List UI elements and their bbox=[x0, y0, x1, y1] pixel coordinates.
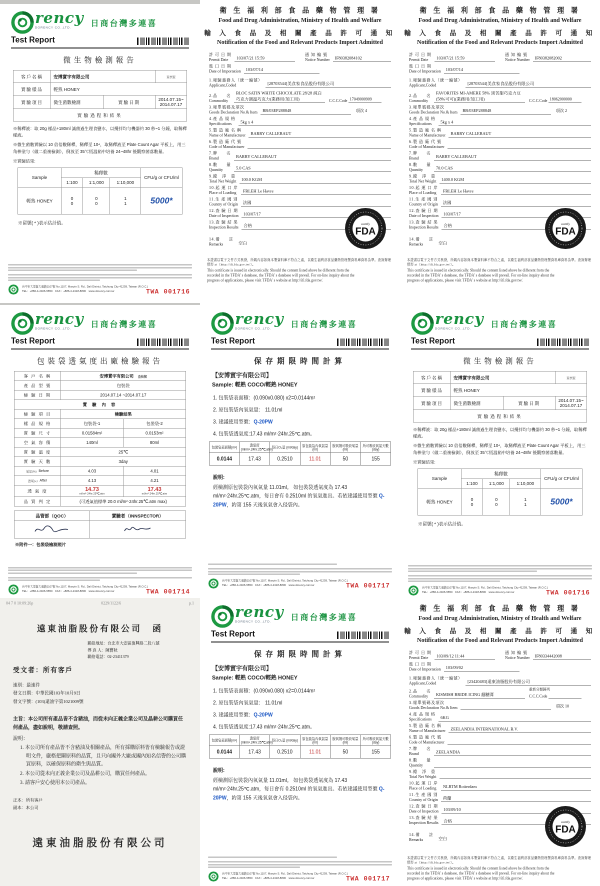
table-row: 實驗過程和結果 bbox=[413, 410, 587, 423]
report-header-row bbox=[411, 337, 589, 350]
brand-subtitle: DORENCY CO.,LTD. bbox=[235, 327, 272, 331]
test-report-label: Test Report bbox=[211, 630, 255, 639]
fda-notification-page: 衛 生 福 利 部 食 品 藥 物 管 理 署 Food and Drug Administration, Ministry of Health and Welfare 輸 入 食 品 及 相 關 產 品 許 可 通 知 Notification of the Food and Relevant Products Import Admitted 許 可 日 期 Permit Date 103/07/21 15:59 通 知 編 號 Notice Number IF80382084102 進 口 日 期 Date of Importation 103/07/14 1.報驗義務人（統一編號） Applicant,Coded [28703544]美食家食品股份有限公司 2.品 名 Commodity BLOC SATIN WHITE CHOCOLATE 28/28 純白巧克力調溫巧克力(業務用/加工用) C.C.C.Code 17049000909 3.報單號碼及項次 Goods Declaration No.& Item BB/03EP288848 項次 4 4.產 品 規 格 Specifications 5kg x 4 5.製 造 廠 名 稱 Name of Manufacturer BARRY CALLEBAUT 6.製 造 廠 代 號 Code of Manufacturer 7.牌 名 Brand BARRY CALLEBAUT 8.數 量 Quantity 5.0 CAS 9.總 淨 重 Total Net Weight 100.0 KGM 10.起 運 口 岸 Place of Loading FRLEH Le Havre 11.生 產 國 別 Country of Origin 法國 12.查 驗 日 期 Date of Inspection 103/07/17 13.查 驗 結 果 Inspection Results 合格 14.備 註 Remarks 空白 certify FDA 本證書以電子文件方式核發，所載內容如與本署資料庫不符合之處，以衛生福利部食品藥物管理署資料庫資料為準。查詢辦理情形 at（http://ifi.fda.gov.tw/）。 This certificate is issued in electronically. Should the content listed above be different from the recorded in the TFDA' s database, the TFDA' s database will prevail. For on-line inquiry about the progress of applications, please visit TFDA' s website at http://ifi.fda.gov.tw/. bbox=[200, 0, 400, 286]
dorency-header bbox=[0, 305, 200, 335]
cfu-result: 5000* bbox=[141, 188, 183, 215]
brand-wordmark bbox=[35, 11, 84, 30]
doc-company-letter bbox=[0, 598, 200, 886]
notice-number-value: IF80334442008 bbox=[533, 653, 591, 661]
table-row: 實驗過程和結果 bbox=[13, 109, 187, 122]
svg-text:FDA: FDA bbox=[555, 824, 576, 836]
brand-wordmark bbox=[435, 312, 484, 331]
table-row: 1:100 1:1,000 1:10,000 bbox=[18, 178, 183, 188]
svg-text:certify: certify bbox=[560, 820, 571, 824]
calc-item-3: 3. 建議使用型號：Q-20PW bbox=[213, 712, 273, 718]
field-brand: 7.牌 名 Brand ZEELANDIA bbox=[409, 746, 591, 756]
brand-script: rency bbox=[35, 310, 84, 328]
inspector-signature bbox=[122, 523, 154, 535]
table-row: 1:100 1:1,000 1:10,000 bbox=[418, 479, 583, 489]
footer-zh: 本證書以電子文件方式核發，所載內容如與本署資料庫不符合之處，以衛生福利部食品藥物管理署資料庫資料為準。查詢辦理情形 at（http://ifi.fda.gov.tw/）。 bbox=[207, 258, 392, 267]
field-commodity: 2.品 名 Commodity KISMISH BRIDE ICING 翻糖膏 重新分類歸列 C.C.C.Code bbox=[409, 687, 591, 699]
doc-title: 包裝袋透氣度出廠檢驗報告 bbox=[36, 357, 163, 366]
doc-fda-notification-2 bbox=[400, 0, 600, 305]
fda-footer: 本證書以電子文件方式核發，所載內容如與本署資料庫不符合之處，以衛生福利部食品藥物管理署資料庫資料為準。查詢辦理情形 at（http://ifi.fda.gov.tw/）。 This certificate is issued in electronically. Should the content listed above be different from the recorded in the TFDA' s database, the TFDA' s database will prevail. For on-line inquiry about the progress of applications, please visit TFDA' s website at http://ifi.fda.gov.tw/. bbox=[407, 856, 592, 881]
doc-title: 保存期限時間計算 bbox=[253, 650, 346, 659]
shelf-life-page: rency DORENCY CO.,LTD. 日商台灣多連喜 Test Report 保存期限時間計算 【安博實宇有限公司】 Sample: 輕熟 COCO/輕熟 HONEY 1. 包裝袋表面積：(0.090x0.080) x2=0.0144m² 2. 原包裝袋內氧氣量： 11.01ml 3. 建議使用型號：Q-20PW 4. 包裝袋透氣度:17.43 ml/m²·24hr.25℃.atm。 包裝袋表面積(m²) 透氣度 (ml/m².24hr.25℃.atm) 每日O₂量 (ml/day) 原包裝袋內氧氣量(ml) 脫氧劑可吸收氧量(ml) 所可吸收氧氣天數 (day) 0.0144 17.43 0.2510 11.01 50 155 說明: 經檢測原包裝袋內氧氣量 11.01ml。 如包裝袋透氣度為 17.43 ml/m²·24hr.25℃.atm，每日會有 0.2510ml 的氧氣進出。若依建議使用型號 Q-20PW，約第 155 天後氧氣會入侵袋內。 台中市大里區大連路1107號 No.1107, Manyin S. Rd., Dali District, Taichung City 41259, Taiwan (R.O.C.) TEL：+886-4-2406-5850 FAX：+886-4-2418-8806 www.dorency.com.tw TWA 001717 bbox=[200, 305, 400, 592]
micro-report-page bbox=[400, 305, 600, 598]
field-manufacturer-code: 6.製 造 廠 代 號 Code of Manufacturer bbox=[409, 735, 591, 745]
table-row: 客戶名稱 安博實宇有限公司 查核號 bbox=[413, 371, 587, 384]
field-goods-declaration: 3.報單號碼及項次 Goods Declaration No.& Item BB/03EP288848 項次 2 bbox=[409, 105, 567, 115]
svg-text:FDA: FDA bbox=[355, 226, 376, 238]
field-goods-declaration: 3.報單號碼及項次 Goods Declaration No.& Item 項次 10 bbox=[409, 700, 569, 710]
doc-title: 微生物檢測報告 bbox=[63, 56, 137, 65]
field-applicant: 1.報驗義務人（統一編號） Applicant,Coded [23420483]遠東油脂股份有限公司 bbox=[409, 676, 591, 686]
client-company: 【安博實宇有限公司】 bbox=[212, 372, 273, 379]
company-name-stamp: 遠東油脂股份有限公司 bbox=[32, 836, 168, 849]
field-specifications: 4.產 品 規 格 Specifications 5kg x 4 bbox=[209, 116, 391, 126]
letter-explanation: 說明： 1. 本公司所有產品皆不含豬油及相關產品，所有採購原料皆有檢驗報告或證明文件，嚴格把關原料的品質，且只向國外大廠或國內知名信譽的公司購買原料，以確保原料的衛生與品質。 2. 本公司從未向正義企業公司及晶耕公司，購買任何產品。 3. 請客戶安心使用本公司產品。 bbox=[13, 735, 186, 786]
doc-title: 微生物檢測報告 bbox=[463, 357, 537, 366]
micro-report-page bbox=[0, 4, 200, 298]
dorency-header bbox=[200, 598, 400, 628]
test-report-label: Test Report bbox=[11, 36, 55, 45]
agency-name-zh: 衛 生 福 利 部 食 品 藥 物 管 理 署 bbox=[419, 7, 581, 15]
agency-name-en: Food and Drug Administration, Ministry of Health and Welfare bbox=[218, 16, 382, 24]
disclaimer-text-lines bbox=[408, 565, 592, 582]
dorency-header bbox=[0, 4, 200, 34]
company-address: 台中市大里區大連路1107號 No.1107, Manyin S. Rd., Dali District, Taichung City 41259, Taiwan (R.O.C.) TEL：+886-4-2406-5850 FAX：+886-4-2418-8806 www.dorency.com.tw bbox=[422, 586, 549, 594]
calc-item-4: 4. 包裝袋透氣度:17.43 ml/m²·24hr.25℃.atm。 bbox=[213, 431, 316, 437]
dorency-logo-icon bbox=[211, 312, 234, 335]
notification-title-zh: 輸 入 食 品 及 相 關 產 品 許 可 通 知 bbox=[404, 627, 596, 635]
table-row: Sample 稀釋數 CFU/g or CFU/ml bbox=[418, 469, 583, 479]
barcode-icon bbox=[537, 339, 589, 347]
field-goods-declaration: 3.報單號碼及項次 Goods Declaration No.& Item BB/03EP288848 項次 4 bbox=[209, 105, 367, 115]
calc-item-3: 3. 建議使用型號：Q-20PW bbox=[213, 419, 273, 425]
letter-subject: 主旨：本公司所有產品皆不含豬油，而從未向正義企業公司及晶耕公司購買任何產品，盡如說明，敬請查照。 bbox=[13, 716, 183, 731]
dorency-mini-logo-icon bbox=[8, 584, 19, 595]
brand-subtitle: DORENCY CO.,LTD. bbox=[35, 327, 72, 331]
agency-name-en: Food and Drug Administration, Ministry of Health and Welfare bbox=[418, 16, 582, 24]
permit-date-value: 103/07/21 15:59 bbox=[435, 55, 496, 63]
permit-date-value: 103/09/12 11:44 bbox=[435, 653, 496, 661]
dorency-header bbox=[400, 305, 600, 335]
fda-notification-page: 衛 生 福 利 部 食 品 藥 物 管 理 署 Food and Drug Administration, Ministry of Health and Welfare 輸 入 食 品 及 相 關 產 品 許 可 通 知 Notification of the Food and Relevant Products Import Admitted 許 可 日 期 Permit Date 103/09/12 11:44 通 知 編 號 Notice Number IF80334442008 進 口 日 期 Date of Importation 103/09/02 1.報驗義務人（統一編號） Applicant,Coded [23420483]遠東油脂股份有限公司 2.品 名 Commodity KISMISH BRIDE ICING 翻糖膏 重新分類歸列 C.C.C.Code 3.報單號碼及項次 Goods Declaration No.& Item 項次 10 4.產 品 規 格 Specifications 6KG 5.製 造 廠 名 稱 Name of Manufacturer ZEELANDIA INTERNATIONAL B.V. 6.製 造 廠 代 號 Code of Manufacturer 7.牌 名 Brand ZEELANDIA 8.數 量 Quantity 9.總 淨 重 Total Net Weight 10.起 運 口 岸 Place of Loading NLRTM Rotterdam 11.生 產 國 別 Country of Origin 荷蘭 12.查 驗 日 期 Date of Inspection 103/09/10 13.查 驗 結 果 Inspection Results 合格 14.備 註 Remarks 空白 certify FDA 本證書以電子文件方式核發，所載內容如與本署資料庫不符合之處，以衛生福利部食品藥物管理署資料庫資料為準。查詢辦理情形 at（http://ifi.fda.gov.tw/）。 This certificate is issued in electronically. Should the content listed above be different from the recorded in the TFDA' s database, the TFDA' s database will prevail. For on-line inquiry about the progress of applications, please visit TFDA' s website at http://ifi.fda.gov.tw/. bbox=[400, 598, 600, 884]
field-specifications: 4.產 品 規 格 Specifications 5kg x 4 bbox=[409, 116, 591, 126]
notification-title-en: Notification of the Food and Relevant Products Import Admitted bbox=[417, 38, 583, 46]
barcode-icon bbox=[137, 339, 189, 347]
company-address: 台中市大里區大連路1107號 No.1107, Manyin S. Rd., Dali District, Taichung City 41259, Taiwan (R.O.C.) TEL：+886-4-2406-5850 FAX：+886-4-2418-8806 www.dorency.com.tw bbox=[222, 579, 349, 587]
test-report-label: Test Report bbox=[211, 337, 255, 346]
field-net-weight: 9.總 淨 重 Total Net Weight 1400.0 KGM bbox=[409, 174, 591, 184]
report-number: TWA 001717 bbox=[345, 875, 390, 883]
attachment-note: ※附件一：包裝袋檢測照片 bbox=[15, 542, 67, 547]
dorency-mini-logo-icon bbox=[8, 284, 19, 295]
letter-point: 2. 本公司從未向正義企業公司及晶耕公司，購買任何產品。 bbox=[20, 770, 150, 777]
calc-item-2: 2. 原包裝袋內氧氣量： 11.01ml bbox=[213, 700, 283, 706]
qoc-signature bbox=[32, 523, 72, 535]
footnote: ※留號( * )表示估計值。 bbox=[18, 220, 66, 226]
letter-page bbox=[0, 598, 200, 886]
report-footer bbox=[400, 564, 600, 596]
field-place-of-loading: 10.起 運 口 岸 Place of Loading NLRTM Rotterdam bbox=[409, 781, 591, 791]
report-number: TWA 001717 bbox=[345, 582, 390, 590]
table-row: 客戶名稱 安博實宇有限公司 查核號 bbox=[13, 70, 187, 83]
disclaimer-text-lines bbox=[208, 564, 392, 576]
cfu-result: 5000* bbox=[541, 489, 583, 516]
doc-fda-notification-1 bbox=[200, 0, 400, 305]
field-remarks: 14.備 註 Remarks 空白 bbox=[209, 237, 248, 247]
sample-name: 輕熟 COCO/輕熟 HONEY bbox=[234, 675, 298, 681]
fda-footer: 本證書以電子文件方式核發，所載內容如與本署資料庫不符合之處，以衛生福利部食品藥物管理署資料庫資料為準。查詢辦理情形 at（http://ifi.fda.gov.tw/）。 This certificate is issued in electronically. Should the content listed above be different from the recorded in the TFDA' s database, the TFDA' s database will prevail. For on-line inquiry about the progress of applications, please visit TFDA' s website at http://ifi.fda.gov.tw/. bbox=[407, 258, 592, 283]
contact-block: 聯絡地址：台北市大安區復興路二段八號 傳 真 人：陳寶秋 聯絡電話：02-23411379 bbox=[87, 641, 160, 660]
letter-title: 遠東油脂股份有限公司 函 bbox=[37, 624, 163, 634]
disclaimer-text-lines bbox=[208, 857, 392, 869]
dorency-header bbox=[200, 305, 400, 335]
field-manufacturer-code: 6.製 造 廠 代 號 Code of Manufacturer bbox=[209, 139, 391, 149]
dorency-logo-icon bbox=[11, 312, 34, 335]
dorency-logo-icon bbox=[11, 11, 34, 34]
dorency-mini-logo-icon bbox=[208, 578, 219, 589]
brand-subtitle: DORENCY CO.,LTD. bbox=[235, 620, 272, 624]
client-company: 【安博實宇有限公司】 bbox=[212, 665, 273, 672]
report-number: TWA 001716 bbox=[545, 589, 590, 597]
notification-title-zh: 輸 入 食 品 及 相 關 產 品 許 可 通 知 bbox=[404, 29, 596, 37]
field-inspection-date: 12.查 驗 日 期 Date of Inspection 103/07/17 bbox=[209, 208, 391, 218]
agency-name-en: Food and Drug Administration, Ministry of Health and Welfare bbox=[418, 614, 582, 622]
agency-name-zh: 衛 生 福 利 部 食 品 藥 物 管 理 署 bbox=[419, 605, 581, 613]
explanation: 說明: 經檢測原包裝袋內氧氣量 11.01ml。 如包裝袋透氣度為 17.43 ml/m²·24hr.25℃.atm，每日會有 0.2510ml 的氧氣進出。若依建議使用型號 Q-20PW，約第 155 天後氧氣會入侵袋內。 bbox=[213, 475, 385, 508]
test-report-label: Test Report bbox=[411, 337, 455, 346]
field-country-of-origin: 11.生 產 國 別 Country of Origin 法國 bbox=[409, 197, 591, 207]
table-row: 實驗項目 微生菌數檢測 實驗日期 2014.07.15~2014.07.17 bbox=[13, 95, 187, 109]
barcode-icon bbox=[337, 632, 389, 640]
calc-item-4: 4. 包裝袋透氣度:17.43 ml/m²·24hr.25℃.atm。 bbox=[213, 724, 316, 730]
doc-micro-report-1 bbox=[0, 4, 200, 303]
company-address: 台中市大里區大連路1107號 No.1107, Manyin S. Rd., Dali District, Taichung City 41259, Taiwan (R.O.C.) TEL：+886-4-2406-5850 FAX：+886-4-2418-8806 www.dorency.com.tw bbox=[222, 872, 349, 880]
permit-date-value: 103/07/21 15:59 bbox=[235, 55, 296, 63]
permeability-table: 客 戶 名 稱 安博實宇有限公司 查核號 產 品 型 號 包裝袋 檢 驗 日 期 2014.07.14 ~2014.07.17 實 驗 內 容 檢 驗 項 目 檢驗結果 樣 品 規 格 包裝袋-1 包裝袋-2 實 驗 尺 寸 0.01584m² 0.0153m² 空 氣 容 積 140ml 80ml 實 驗 溫 度 25℃ 實 驗 天 數 3day 氧氣(%) Before 4.03 4.01 透氧(+) After 4.13 4.21 透 氣 度 14.73 ml/m²·24hr.25℃.atm 17.43 ml/m²·24hr.25℃.atm 品 質 判 定 (可透氣值標準 20.0 ml/m²·24hr.25℃.atm max) bbox=[14, 371, 186, 507]
field-quantity: 8.數 量 Quantity bbox=[409, 758, 591, 768]
barcode-icon bbox=[337, 339, 389, 347]
doc-title: 保存期限時間計算 bbox=[253, 357, 346, 366]
paragraph: ※微生菌數實驗以 10 倍倍數稀釋，稀釋至 10⁴，取稀釋液至 Plate Count Agar 平板上，用三角棒塗勻（做二重複檢測），倒放至 35℃恆溫箱中培養 24~48hr 後觀察菌落數量。 bbox=[13, 142, 186, 154]
paragraph: ※實驗結果: bbox=[413, 459, 436, 465]
field-inspection-result: 13.查 驗 結 果 Inspection Results 合格 bbox=[209, 220, 391, 230]
field-applicant: 1.報驗義務人（統一編號） Applicant,Coded [28703544]美食家食品股份有限公司 bbox=[209, 78, 391, 88]
dorency-mini-logo-icon bbox=[408, 585, 419, 596]
field-commodity: 2.品 名 Commodity BLOC SATIN WHITE CHOCOLATE 28/28 純白巧克力調溫巧克力(業務用/加工用) C.C.C.Code 17049000909 bbox=[209, 89, 391, 103]
letter-meta: 速別：最速件 發文日期：中華民國103年10月9日 發文字號：(103)遠油字第1021009號 bbox=[13, 682, 84, 705]
table-row: 實驗樣品 輕熟 HONEY bbox=[413, 384, 587, 397]
permit-row: 許 可 日 期 Permit Date 103/09/12 11:44 通 知 編 號 Notice Number IF80334442008 bbox=[409, 650, 591, 660]
field-net-weight: 9.總 淨 重 Total Net Weight 100.0 KGM bbox=[209, 174, 391, 184]
brand-cjk-name: 日商台灣多連喜 bbox=[90, 19, 158, 28]
shelf-life-table: 包裝袋表面積(m²) 透氣度 (ml/m².24hr.25℃.atm) 每日O₂量 (ml/day) 原包裝袋內氧氣量(ml) 脫氧劑可吸收氧量(ml) 所可吸收氧氣天數 (day) 0.0144 17.43 0.2510 11.01 50 155 bbox=[209, 735, 391, 759]
shelf-life-page: rency DORENCY CO.,LTD. 日商台灣多連喜 Test Report 保存期限時間計算 【安博實宇有限公司】 Sample: 輕熟 COCO/輕熟 HONEY 1. 包裝袋表面積：(0.090x0.080) x2=0.0144m² 2. 原包裝袋內氧氣量： 11.01ml 3. 建議使用型號：Q-20PW 4. 包裝袋透氣度:17.43 ml/m²·24hr.25℃.atm。 包裝袋表面積(m²) 透氣度 (ml/m².24hr.25℃.atm) 每日O₂量 (ml/day) 原包裝袋內氧氣量(ml) 脫氧劑可吸收氧量(ml) 所可吸收氧氣天數 (day) 0.0144 17.43 0.2510 11.01 50 155 說明: 經檢測原包裝袋內氧氣量 11.01ml。 如包裝袋透氣度為 17.43 ml/m²·24hr.25℃.atm，每日會有 0.2510ml 的氧氣進出。若依建議使用型號 Q-20PW，約第 155 天後氧氣會入侵袋內。 台中市大里區大連路1107號 No.1107, Manyin S. Rd., Dali District, Taichung City 41259, Taiwan (R.O.C.) TEL：+886-4-2406-5850 FAX：+886-4-2418-8806 www.dorency.com.tw TWA 001717 bbox=[200, 598, 400, 885]
table-row: 輕熟 HONEY 0 0 0 0 1 1 5000* bbox=[18, 188, 183, 215]
footnote: ※留號( * )表示估計值。 bbox=[418, 521, 466, 527]
brand-script: rency bbox=[235, 310, 284, 328]
shelf-life-table: 包裝袋表面積(m²) 透氣度 (ml/m².24hr.25℃.atm) 每日O₂量 (ml/day) 原包裝袋內氧氣量(ml) 脫氧劑可吸收氧量(ml) 所可吸收氧氣天數 (day) 0.0144 17.43 0.2510 11.01 50 155 bbox=[209, 442, 391, 466]
field-inspection-date: 12.查 驗 日 期 Date of Inspection 103/07/17 bbox=[409, 208, 591, 218]
agency-name-zh: 衛 生 福 利 部 食 品 藥 物 管 理 署 bbox=[219, 7, 381, 15]
disclaimer-text-lines bbox=[8, 567, 192, 581]
recipient: 受文者：所有客戶 bbox=[13, 665, 74, 674]
letter-point: 1. 本公司所有產品皆不含豬油及相關產品，所有採購原料皆有檢驗報告或證明文件，嚴格把關原料的品質，且只向國外大廠或國內知名信譽的公司購買原料，以確保原料的衛生與品質。 bbox=[20, 745, 186, 768]
info-table bbox=[13, 70, 187, 122]
svg-text:certify: certify bbox=[560, 222, 571, 226]
import-date-value: 103/09/02 bbox=[444, 664, 520, 672]
table-row: 實驗樣品 輕熟 HONEY bbox=[13, 83, 187, 96]
fda-seal-icon bbox=[344, 207, 387, 250]
import-date-value: 103/07/14 bbox=[244, 66, 320, 74]
results-table bbox=[18, 167, 183, 214]
field-inspection-date: 12.查 驗 日 期 Date of Inspection 103/09/10 bbox=[409, 804, 591, 814]
report-footer bbox=[200, 855, 400, 882]
paragraph: ※微生菌數實驗以 10 倍倍數稀釋，稀釋至 10⁴，取稀釋液至 Plate Count Agar 平板上，用三角棒塗勻（做二重複檢測），倒放至 35℃恆溫箱中培養 24~48hr 後觀察菌落數量。 bbox=[413, 443, 586, 455]
fda-footer: 本證書以電子文件方式核發，所載內容如與本署資料庫不符合之處，以衛生福利部食品藥物管理署資料庫資料為準。查詢辦理情形 at（http://ifi.fda.gov.tw/）。 This certificate is issued in electronically. Should the content listed above be different from the recorded in the TFDA' s database, the TFDA' s database will prevail. For on-line inquiry about the progress of applications, please visit TFDA' s website at http://ifi.fda.gov.tw/. bbox=[207, 258, 392, 283]
field-manufacturer: 5.製 造 廠 名 稱 Name of Manufacturer BARRY CALLEBAUT bbox=[209, 128, 391, 138]
brand-subtitle: DORENCY CO.,LTD. bbox=[35, 26, 72, 30]
report-number: TWA 001714 bbox=[145, 588, 190, 596]
fda-notification-page: 衛 生 福 利 部 食 品 藥 物 管 理 署 Food and Drug Administration, Ministry of Health and Welfare 輸 入 食 品 及 相 關 產 品 許 可 通 知 Notification of the Food and Relevant Products Import Admitted 許 可 日 期 Permit Date 103/07/21 15:59 通 知 編 號 Notice Number IF80382082002 進 口 日 期 Date of Importation 103/07/14 1.報驗義務人（統一編號） Applicant,Coded [28703544]美食家食品股份有限公司 2.品 名 Commodity FAVORITES MI-AMERE 58% 黑苦甜巧克力豆(58%可可)(業務用/加工用) C.C.C.Code 18062000000 3.報單號碼及項次 Goods Declaration No.& Item BB/03EP288848 項次 2 4.產 品 規 格 Specifications 5kg x 4 5.製 造 廠 名 稱 Name of Manufacturer BARRY CALLEBAUT 6.製 造 廠 代 號 Code of Manufacturer 7.牌 名 Brand BARRY CALLEBAUT 8.數 量 Quantity 70.0 CAS 9.總 淨 重 Total Net Weight 1400.0 KGM 10.起 運 口 岸 Place of Loading FRLEH Le Havre 11.生 產 國 別 Country of Origin 法國 12.查 驗 日 期 Date of Inspection 103/07/17 13.查 驗 結 果 Inspection Results 合格 14.備 註 Remarks 空白 certify FDA 本證書以電子文件方式核發，所載內容如與本署資料庫不符合之處，以衛生福利部食品藥物管理署資料庫資料為準。查詢辦理情形 at（http://ifi.fda.gov.tw/）。 This certificate is issued in electronically. Should the content listed above be different from the recorded in the TFDA' s database, the TFDA' s database will prevail. For on-line inquiry about the progress of applications, please visit TFDA' s website at http://ifi.fda.gov.tw/. bbox=[400, 0, 600, 286]
import-date-value: 103/07/14 bbox=[444, 66, 520, 74]
report-header-row bbox=[11, 36, 189, 49]
calc-item-1: 1. 包裝袋表面積：(0.090x0.080) x2=0.0144m² bbox=[213, 688, 316, 694]
notice-number-value: IF80382082002 bbox=[533, 55, 591, 63]
field-country-of-origin: 11.生 產 國 別 Country of Origin 法國 bbox=[209, 197, 391, 207]
dorency-logo-icon bbox=[411, 312, 434, 335]
field-net-weight: 9.總 淨 重 Total Net Weight bbox=[409, 769, 591, 779]
notification-title-en: Notification of the Food and Relevant Products Import Admitted bbox=[217, 38, 383, 46]
doc-shelf-life-report-1 bbox=[200, 305, 400, 598]
dorency-logo-icon bbox=[211, 605, 234, 628]
barcode-icon bbox=[137, 38, 189, 46]
company-address: 台中市大里區大連路1107號 No.1107, Manyin S. Rd., Dali District, Taichung City 41259, Taiwan (R.O.C.) TEL：+886-4-2406-5850 FAX：+886-4-2418-8806 www.dorency.com.tw bbox=[22, 285, 149, 293]
field-place-of-loading: 10.起 運 口 岸 Place of Loading FRLEH Le Havre bbox=[209, 185, 391, 195]
notice-number-value: IF80382084102 bbox=[333, 55, 391, 63]
fda-seal-icon bbox=[544, 207, 587, 250]
field-remarks: 14.備 註 Remarks 空白 bbox=[409, 237, 448, 247]
letter-point: 3. 請客戶安心使用本公司產品。 bbox=[20, 780, 90, 786]
doc-fda-notification-3 bbox=[400, 598, 600, 886]
brand-script: rency bbox=[35, 9, 84, 27]
results-table bbox=[418, 468, 583, 515]
brand-cjk-name: 日商台灣多連喜 bbox=[290, 613, 358, 622]
paragraph: ※實驗結果: bbox=[13, 158, 36, 164]
permeability-report-page bbox=[0, 305, 200, 598]
dorency-mini-logo-icon bbox=[208, 871, 219, 882]
brand-cjk-name: 日商台灣多連喜 bbox=[290, 320, 358, 329]
svg-text:FDA: FDA bbox=[555, 226, 576, 238]
table-row: 實驗項目 微生菌數檢測 實驗日期 2014.07.15~2014.07.17 bbox=[413, 396, 587, 410]
method-paragraphs bbox=[413, 427, 587, 466]
field-manufacturer: 5.製 造 廠 名 稱 Name of Manufacturer ZEELANDIA INTERNATIONAL B.V. bbox=[409, 723, 591, 733]
permit-row: 許 可 日 期 Permit Date 103/07/21 15:59 通 知 編 號 Notice Number IF80382082002 bbox=[409, 52, 591, 62]
brand-script: rency bbox=[435, 310, 484, 328]
field-quantity: 8.數 量 Quantity 5.0 CAS bbox=[209, 162, 391, 172]
doc-permeability-report bbox=[0, 305, 200, 598]
disclaimer-text-lines bbox=[8, 264, 192, 281]
report-footer bbox=[0, 263, 200, 295]
brand-cjk-name: 日商台灣多連喜 bbox=[490, 320, 558, 329]
field-manufacturer: 5.製 造 廠 名 稱 Name of Manufacturer BARRY CALLEBAUT bbox=[409, 128, 591, 138]
field-manufacturer-code: 6.製 造 廠 代 號 Code of Manufacturer bbox=[409, 139, 591, 149]
paragraph: ※稀釋液：取 20g 樣品+180ml 滅菌過生理食鹽水，以攪拌均勻機器約 30 秒~1 分鐘，取稀釋樣液。 bbox=[413, 427, 587, 439]
field-commodity: 2.品 名 Commodity FAVORITES MI-AMERE 58% 黑苦甜巧克力豆(58%可可)(業務用/加工用) C.C.C.Code 18062000000 bbox=[409, 89, 591, 103]
field-applicant: 1.報驗義務人（統一編號） Applicant,Coded [28703544]美食家食品股份有限公司 bbox=[409, 78, 591, 88]
field-remarks: 14.備 註 Remarks 空白 bbox=[409, 832, 448, 842]
company-address: 台中市大里區大連路1107號 No.1107, Manyin S. Rd., Dali District, Taichung City 41259, Taiwan (R.O.C.) TEL：+886-4-2406-5850 FAX：+886-4-2418-8806 www.dorency.com.tw bbox=[22, 585, 149, 593]
field-inspection-result: 13.查 驗 結 果 Inspection Results 合格 bbox=[409, 220, 591, 230]
doc-micro-report-2 bbox=[400, 305, 600, 598]
brand-script: rency bbox=[235, 603, 284, 621]
method-paragraphs bbox=[13, 126, 187, 165]
report-footer bbox=[0, 566, 200, 596]
info-table bbox=[413, 371, 587, 423]
footer-zh: 本證書以電子文件方式核發，所載內容如與本署資料庫不符合之處，以衛生福利部食品藥物管理署資料庫資料為準。查詢辦理情形 at（http://ifi.fda.gov.tw/）。 bbox=[407, 856, 592, 865]
field-brand: 7.牌 名 Brand BARRY CALLEBAUT bbox=[209, 151, 391, 161]
notification-title-zh: 輸 入 食 品 及 相 關 產 品 許 可 通 知 bbox=[204, 29, 396, 37]
signature-table: 品管部（QOC） 實驗者（INNSPECTOR） bbox=[14, 511, 186, 539]
fda-seal-icon bbox=[544, 805, 587, 848]
sample-name: 輕熟 COCO/輕熟 HONEY bbox=[234, 382, 298, 388]
footer-zh: 本證書以電子文件方式核發，所載內容如與本署資料庫不符合之處，以衛生福利部食品藥物管理署資料庫資料為準。查詢辦理情形 at（http://ifi.fda.gov.tw/）。 bbox=[407, 258, 592, 267]
table-row: 輕熟 HONEY 0 0 0 0 1 1 5000* bbox=[418, 489, 583, 516]
permit-row: 許 可 日 期 Permit Date 103/07/21 15:59 通 知 編 號 Notice Number IF80382084102 bbox=[209, 52, 391, 62]
fax-header: 04 7 0 10:09:26p 0229/1122/6 p.1 bbox=[6, 601, 194, 606]
doc-shelf-life-report-2 bbox=[200, 598, 400, 886]
field-place-of-loading: 10.起 運 口 岸 Place of Loading FRLEH Le Havre bbox=[409, 185, 591, 195]
field-specifications: 4.產 品 規 格 Specifications 6KG bbox=[409, 712, 591, 722]
field-country-of-origin: 11.生 產 國 別 Country of Origin 荷蘭 bbox=[409, 792, 591, 802]
notification-title-en: Notification of the Food and Relevant Products Import Admitted bbox=[417, 636, 583, 644]
field-inspection-result: 13.查 驗 結 果 Inspection Results 合格 bbox=[409, 815, 591, 825]
brand-subtitle: DORENCY CO.,LTD. bbox=[435, 327, 472, 331]
table-row: Sample 稀釋數 CFU/g or CFU/ml bbox=[18, 168, 183, 178]
report-number: TWA 001716 bbox=[145, 288, 190, 296]
calc-item-1: 1. 包裝袋表面積：(0.090x0.080) x2=0.0144m² bbox=[213, 395, 316, 401]
report-footer bbox=[200, 562, 400, 589]
calc-item-2: 2. 原包裝袋內氧氣量： 11.01ml bbox=[213, 407, 283, 413]
explanation: 說明: 經檢測原包裝袋內氧氣量 11.01ml。 如包裝袋透氣度為 17.43 ml/m²·24hr.25℃.atm，每日會有 0.2510ml 的氧氣進出。若依建議使用型號 Q-20PW，約第 155 天後氧氣會入侵袋內。 bbox=[213, 768, 385, 801]
svg-text:certify: certify bbox=[360, 222, 371, 226]
test-report-label: Test Report bbox=[11, 337, 55, 346]
field-quantity: 8.數 量 Quantity 70.0 CAS bbox=[409, 162, 591, 172]
brand-cjk-name: 日商台灣多連喜 bbox=[90, 320, 158, 329]
paragraph: ※稀釋液：取 20g 樣品+180ml 滅菌過生理食鹽水，以攪拌均勻機器約 30 秒~1 分鐘，取稀釋樣液。 bbox=[13, 126, 187, 138]
field-brand: 7.牌 名 Brand BARRY CALLEBAUT bbox=[409, 151, 591, 161]
letter-cc: 正本：所有客戶 副本：本公司 bbox=[13, 797, 43, 810]
